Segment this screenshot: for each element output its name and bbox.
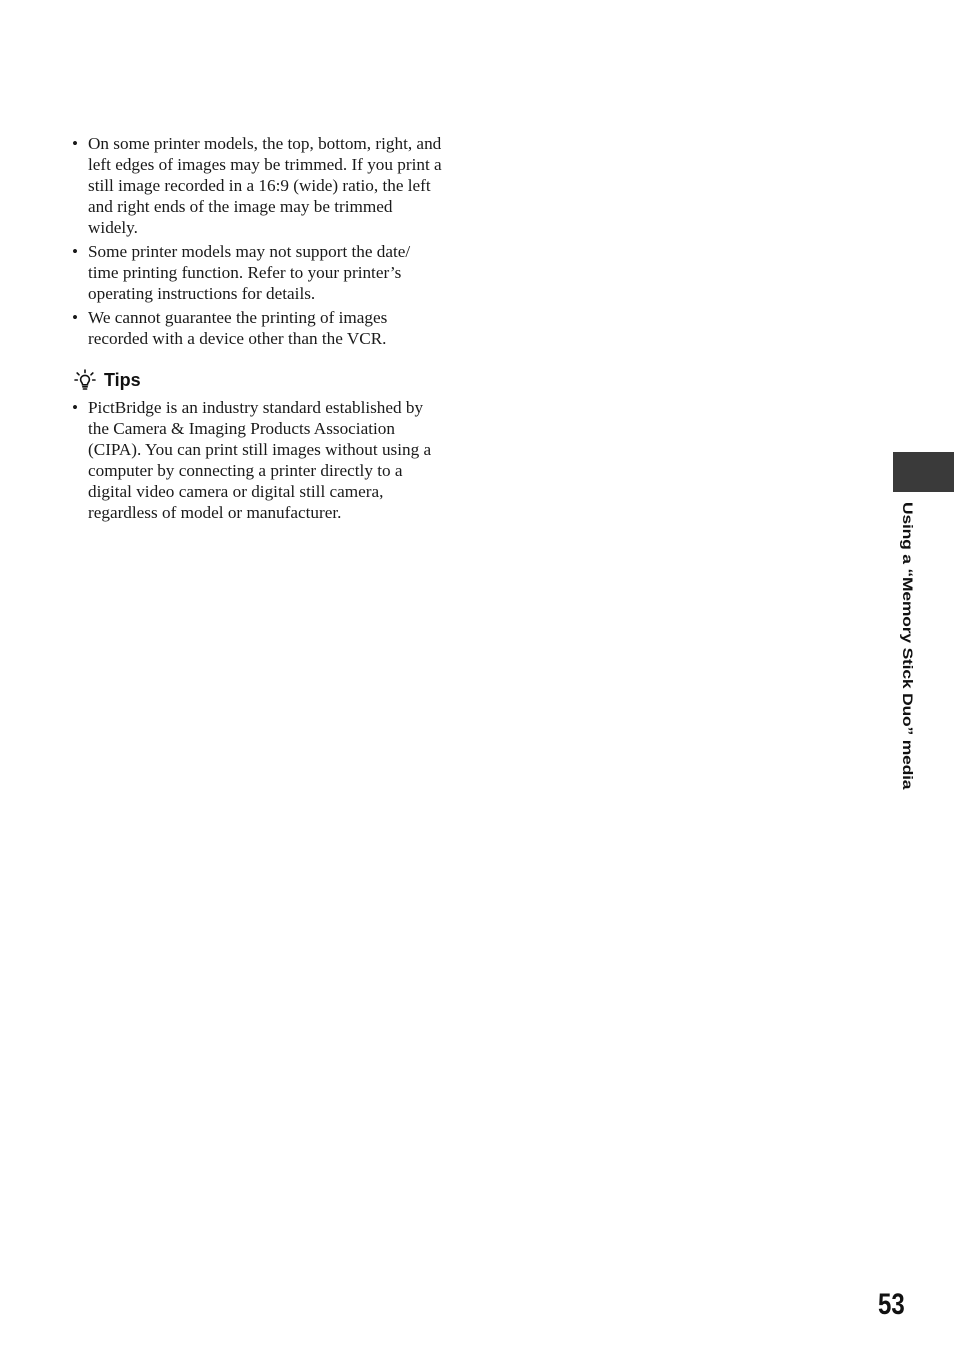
bullet: • (72, 242, 79, 261)
section-title: Using a “Memory Stick Duo” media (900, 502, 916, 790)
lightbulb-icon (74, 369, 96, 391)
tips-title: Tips (104, 369, 141, 390)
notes-list (72, 133, 444, 352)
note-text: We cannot guarantee the printing of images recorded with a device other than the VCR. (88, 308, 388, 348)
bullet: • (72, 134, 79, 153)
note-text: On some printer models, the top, bottom, right, and left edges of images may be trimmed. If you print a still image recorded in a 16:9 (wide) ratio, the left and right ends of the image may be trimmed widely. (88, 134, 442, 237)
tips-heading (74, 368, 141, 392)
note-item (72, 307, 444, 349)
tip-item (72, 397, 444, 523)
bullet: • (72, 398, 79, 417)
page-number: 53 (878, 1288, 905, 1321)
tip-text: PictBridge is an industry standard established by the Camera & Imaging Products Association (CIPA). You can print still images without using a computer by connecting a printer directly to a digital video camera or digital still camera, regardless of model or manufacturer. (88, 398, 432, 522)
note-text: Some printer models may not support the date/ time printing function. Refer to your printer’s operating instructions for details. (88, 242, 411, 303)
bullet: • (72, 308, 79, 327)
section-tab-marker (893, 452, 954, 492)
note-item (72, 241, 444, 304)
tips-list (72, 397, 444, 526)
note-item (72, 133, 444, 238)
